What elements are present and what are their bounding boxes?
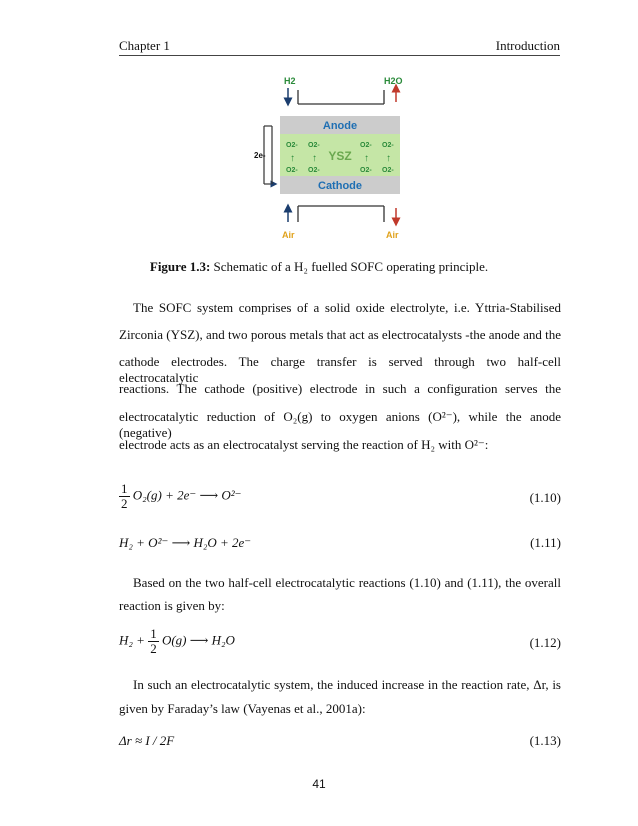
para1-line1: The SOFC system comprises of a solid oxide electrolyte, i.e. Yttria-Stabilised [133, 300, 561, 315]
electron-label: 2e- [254, 151, 266, 160]
eq111-body: H₂ + O²⁻ ⟶ H₂O + 2e⁻ [119, 535, 252, 550]
anode-label: Anode [322, 120, 358, 132]
page-number: 41 [312, 777, 326, 791]
section-label: Introduction [495, 38, 560, 53]
air-label-left: Air [282, 230, 295, 240]
eq113-number: (1.13) [529, 733, 561, 748]
o2-ion-1: O2- [286, 142, 298, 149]
ion-arrow-2: ↑ [312, 153, 317, 164]
eq111-number: (1.11) [530, 535, 561, 550]
ion-arrow-4: ↑ [386, 153, 391, 164]
equation-1-12 [119, 627, 561, 656]
para1-line2: Zirconia (YSZ), and two porous metals that act as electrocatalysts -the anode and the [119, 327, 561, 342]
equation-1-11 [119, 535, 561, 551]
para1-line4: reactions. The cathode (positive) electrode in such a configuration serves the [119, 381, 561, 396]
eq112-fraction: $\frac{1}{2}$ [150, 626, 157, 656]
ion-arrow-3: ↑ [364, 153, 369, 164]
eq112-lead: H₂ + [119, 632, 145, 648]
eq112-body: O(g) ⟶ H₂O [161, 632, 235, 648]
o2-ion-6: O2- [308, 167, 320, 174]
h2o-label: H2O [384, 76, 403, 86]
eq110-body: O₂(g) + 2e⁻ ⟶ O²⁻ [132, 487, 242, 503]
o2-ion-8: O2- [382, 167, 394, 174]
eq113-body: Δr ≈ I / 2F [119, 733, 175, 748]
chapter-label: Chapter 1 [119, 38, 170, 53]
o2-ion-7: O2- [360, 167, 372, 174]
h2-label: H2 [284, 76, 296, 86]
para1-line3: cathode electrodes. The charge transfer is served through two half-cell electrocatalytic [119, 354, 561, 385]
para1-line5: electrocatalytic reduction of O₂(g) to oxygen anions (O²⁻), while the anode (negative) [119, 409, 561, 440]
air-label-right: Air [386, 230, 399, 240]
sofc-schematic [250, 72, 420, 244]
eq112-number: (1.12) [529, 635, 561, 650]
para1-line6: electrode acts as an electrocatalyst serving the reaction of H₂ with O²⁻: [119, 437, 489, 452]
ion-arrow-1: ↑ [290, 153, 295, 164]
para2-line1: Based on the two half-cell electrocatalytic reactions (1.10) and (1.11), the overall [133, 575, 561, 590]
header-rule [119, 55, 560, 56]
eq110-number: (1.10) [529, 490, 561, 505]
caption-label: Figure 1.3: [149, 259, 211, 274]
caption-text: Schematic of a H₂ fuelled SOFC operating principle. [210, 259, 489, 274]
figure-caption [0, 259, 638, 275]
para2-line2: reaction is given by: [119, 598, 225, 613]
o2-ion-2: O2- [308, 142, 320, 149]
eq110-fraction: $\frac{1}{2}$ [121, 481, 128, 511]
para3-line2: given by Faraday’s law (Vayenas et al., 2001a): [119, 701, 366, 716]
equation-1-13 [119, 733, 561, 749]
para3-line1: In such an electrocatalytic system, the induced increase in the reaction rate, Δr, is [133, 677, 561, 692]
cathode-label: Cathode [318, 180, 362, 192]
o2-ion-5: O2- [286, 167, 298, 174]
o2-ion-3: O2- [360, 142, 372, 149]
o2-ion-4: O2- [382, 142, 394, 149]
ysz-label: YSZ [328, 149, 352, 163]
equation-1-10 [119, 482, 561, 511]
